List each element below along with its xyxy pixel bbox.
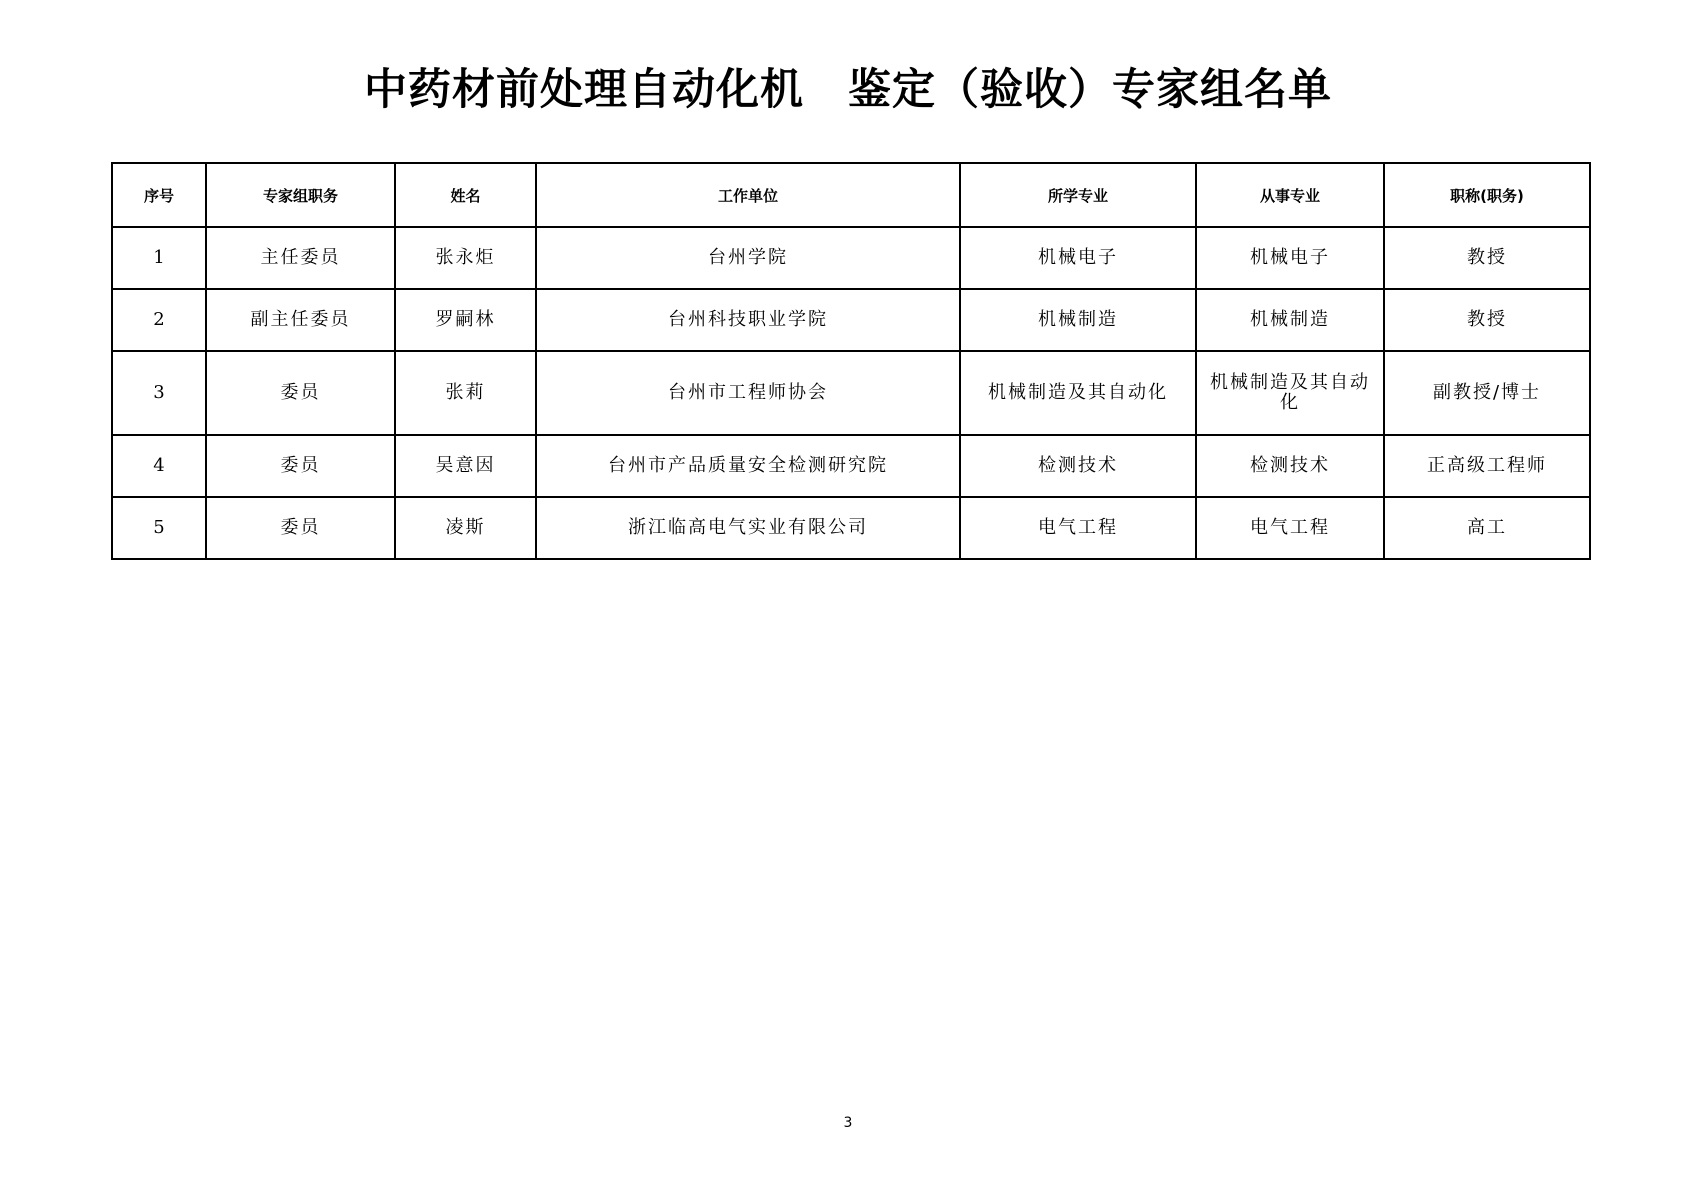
cell-serial-number: 3 <box>112 351 206 435</box>
cell-name: 吴意因 <box>395 435 536 497</box>
cell-work-unit: 台州学院 <box>536 227 960 289</box>
cell-studied-major: 机械制造及其自动化 <box>960 351 1196 435</box>
header-title-position: 职称(职务) <box>1384 163 1590 227</box>
document-title: 中药材前处理自动化机 鉴定（验收）专家组名单 <box>364 65 1332 115</box>
cell-work-unit: 台州市产品质量安全检测研究院 <box>536 435 960 497</box>
cell-title-position: 高工 <box>1384 497 1590 559</box>
cell-work-unit: 台州科技职业学院 <box>536 289 960 351</box>
cell-title-position: 教授 <box>1384 227 1590 289</box>
expert-group-table <box>111 162 1591 560</box>
cell-serial-number: 2 <box>112 289 206 351</box>
cell-name: 罗嗣林 <box>395 289 536 351</box>
table-row <box>112 351 1590 435</box>
cell-studied-major: 检测技术 <box>960 435 1196 497</box>
cell-group-role: 委员 <box>206 435 395 497</box>
header-studied-major: 所学专业 <box>960 163 1196 227</box>
cell-group-role: 委员 <box>206 497 395 559</box>
cell-group-role: 委员 <box>206 351 395 435</box>
cell-practiced-major: 机械制造及其自动化 <box>1196 351 1384 435</box>
table-row <box>112 289 1590 351</box>
header-group-role: 专家组职务 <box>206 163 395 227</box>
cell-name: 张莉 <box>395 351 536 435</box>
cell-practiced-major: 机械制造 <box>1196 289 1384 351</box>
cell-work-unit: 浙江临高电气实业有限公司 <box>536 497 960 559</box>
page-number: 3 <box>843 1115 853 1131</box>
cell-studied-major: 电气工程 <box>960 497 1196 559</box>
cell-practiced-major: 机械电子 <box>1196 227 1384 289</box>
cell-practiced-major: 电气工程 <box>1196 497 1384 559</box>
cell-practiced-major: 检测技术 <box>1196 435 1384 497</box>
cell-group-role: 副主任委员 <box>206 289 395 351</box>
cell-serial-number: 5 <box>112 497 206 559</box>
cell-title-position: 副教授/博士 <box>1384 351 1590 435</box>
header-practiced-major: 从事专业 <box>1196 163 1384 227</box>
cell-studied-major: 机械制造 <box>960 289 1196 351</box>
cell-work-unit: 台州市工程师协会 <box>536 351 960 435</box>
table-row <box>112 497 1590 559</box>
cell-name: 凌斯 <box>395 497 536 559</box>
header-name: 姓名 <box>395 163 536 227</box>
cell-serial-number: 4 <box>112 435 206 497</box>
cell-group-role: 主任委员 <box>206 227 395 289</box>
cell-name: 张永炬 <box>395 227 536 289</box>
table-header-row <box>112 163 1590 227</box>
table-row <box>112 227 1590 289</box>
header-work-unit: 工作单位 <box>536 163 960 227</box>
cell-title-position: 正高级工程师 <box>1384 435 1590 497</box>
cell-title-position: 教授 <box>1384 289 1590 351</box>
cell-serial-number: 1 <box>112 227 206 289</box>
header-serial-number: 序号 <box>112 163 206 227</box>
table-row <box>112 435 1590 497</box>
cell-studied-major: 机械电子 <box>960 227 1196 289</box>
